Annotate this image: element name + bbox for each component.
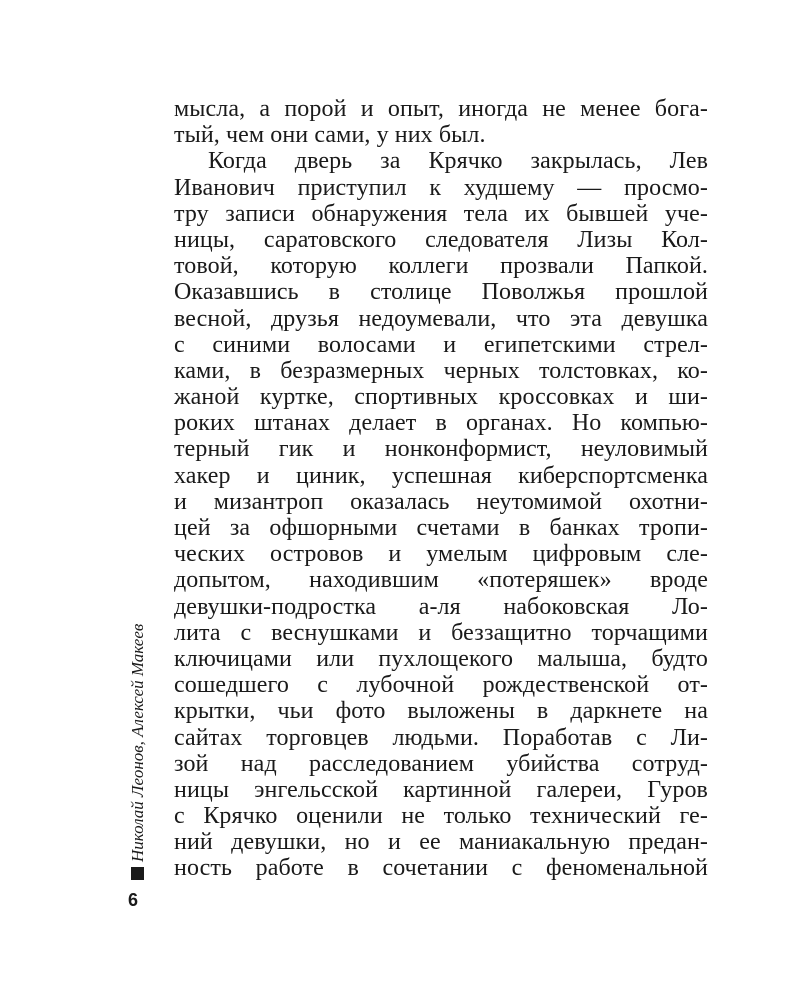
text-line: с синими волосами и египетскими стрел- xyxy=(174,331,708,358)
text-line: допытом, находившим «потеряшек» вроде xyxy=(174,567,708,594)
body-text xyxy=(174,96,708,882)
text-line: весной, друзья недоумевали, что эта девушка xyxy=(174,305,708,332)
text-line: цей за офшорными счетами в банках тропи- xyxy=(174,515,708,541)
text-line: Оказавшись в столице Поволжья прошлой xyxy=(174,279,708,306)
text-line: хакер и циник, успешная киберспортсменка xyxy=(174,462,708,489)
text-line: сошедшего с лубочной рождественской от- xyxy=(174,672,708,699)
text-line: девушки-подростка а-ля набоковская Ло- xyxy=(174,593,708,620)
text-line: сайтах торговцев людьми. Поработав с Ли- xyxy=(174,724,708,751)
text-line: зой над расследованием убийства сотруд- xyxy=(174,750,708,777)
text-line: ницы энгельсской картинной галереи, Гуров xyxy=(174,776,708,803)
text-line: терный гик и нонконформист, неуловимый xyxy=(174,436,708,463)
text-line: ключицами или пухлощекого малыша, будто xyxy=(174,645,708,672)
page-number: 6 xyxy=(128,890,139,910)
text-line: Иванович приступил к худшему — просмо- xyxy=(174,174,708,201)
text-line: ний девушки, но и ее маниакальную предан- xyxy=(174,829,708,856)
text-line: тру записи обнаружения тела их бывшей уче- xyxy=(174,200,708,227)
square-marker-icon xyxy=(131,867,144,880)
text-line: товой, которую коллеги прозвали Папкой. xyxy=(174,253,708,280)
text-line: ками, в безразмерных черных толстовках, ко- xyxy=(174,357,708,384)
text-line: с Крячко оценили не только технический ге- xyxy=(174,803,708,830)
text-line-paragraph-start: Когда дверь за Крячко закрылась, Лев xyxy=(208,148,708,175)
text-line: жаной куртке, спортивных кроссовках и ши- xyxy=(174,384,708,411)
text-line: ницы, саратовского следователя Лизы Кол- xyxy=(174,226,708,253)
text-line: крытки, чьи фото выложены в даркнете на xyxy=(174,698,708,725)
text-line: ность работе в сочетании с феноменальной xyxy=(174,855,708,882)
text-line: тый, чем они сами, у них был. xyxy=(174,122,486,149)
text-line: роких штанах делает в органах. Но компью- xyxy=(174,410,708,437)
text-line: мысла, а порой и опыт, иногда не менее бога- xyxy=(174,96,708,122)
running-head xyxy=(128,610,148,880)
text-line: лита с веснушками и беззащитно торчащими xyxy=(174,619,708,646)
running-head-authors: Николай Леонов, Алексей Макеев xyxy=(128,623,147,862)
text-line: ческих островов и умелым цифровым сле- xyxy=(174,541,708,568)
text-line: и мизантроп оказалась неутомимой охотни- xyxy=(174,488,708,515)
